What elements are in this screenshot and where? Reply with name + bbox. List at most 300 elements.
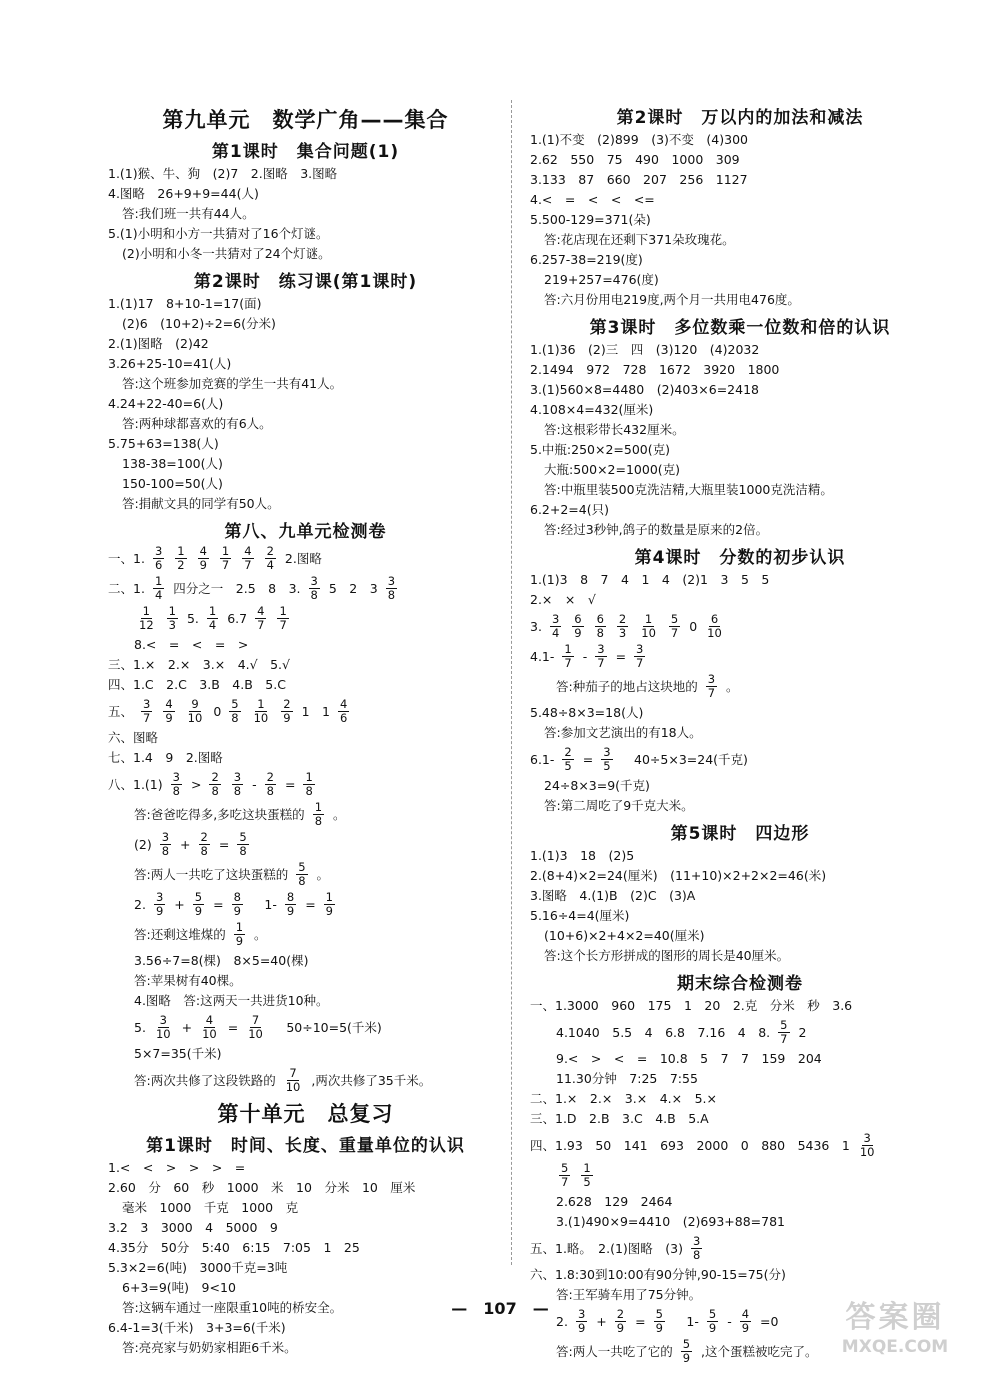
text-run: + [180, 836, 191, 852]
answer-line [530, 1132, 950, 1159]
denominator: 10 [248, 1027, 263, 1041]
denominator: 10 [202, 1027, 217, 1041]
numerator: 3 [707, 672, 716, 686]
answer-line [108, 831, 503, 858]
text-run: 二、1. [108, 580, 145, 596]
numerator: 6 [710, 612, 719, 626]
numerator: 9 [191, 697, 199, 711]
answer-line: 三、1.× 2.× 3.× 4.√ 5.√ [108, 657, 290, 672]
text-run: 四分之一 2.5 8 3. [173, 580, 301, 596]
numerator: 5 [780, 1018, 788, 1032]
answer-line: 答:两种球都喜欢的有6人。 [122, 416, 272, 431]
numerator: 2 [616, 1307, 625, 1321]
numerator: 3 [172, 770, 180, 784]
text-run: = [615, 648, 627, 664]
answer-line: 5×7=35(千米) [134, 1046, 222, 1061]
right-column [530, 100, 950, 1368]
text-run: ,两次共修了35千米。 [311, 1072, 432, 1088]
text-run: (2) [134, 836, 152, 852]
numerator: 1 [142, 604, 150, 618]
answer-line: (10+6)×2+4×2=40(厘米) [544, 928, 705, 943]
fraction [281, 698, 292, 725]
denominator: 12 [139, 618, 154, 632]
fraction [137, 605, 156, 632]
answer-line: 2.628 129 2464 [556, 1194, 673, 1209]
text-run: 5 2 3 [328, 580, 378, 596]
lesson3-multiply-title: 第3课时 多位数乘一位数和倍的认识 [589, 318, 891, 338]
fraction [252, 698, 271, 725]
answer-line: 3.26+25-10=41(人) [108, 356, 232, 371]
text-run: 2.图略 [284, 550, 322, 566]
text-run: 6.7 [227, 610, 248, 626]
answer-line [530, 1235, 950, 1262]
answer-line: 4.< = < < <= [530, 192, 655, 207]
answer-line: 3.(1)490×9=4410 (2)693+88=781 [556, 1214, 785, 1229]
denominator: 10 [285, 1080, 301, 1094]
numerator: 6 [596, 612, 604, 626]
numerator: 1 [644, 612, 653, 626]
answer-line: 一、1.3000 960 175 1 20 2.克 分米 秒 3.6 [530, 998, 853, 1013]
denominator: 5 [583, 1175, 591, 1189]
numerator: 3 [863, 1131, 871, 1145]
answer-line [108, 921, 503, 948]
numerator: 3 [636, 642, 644, 656]
denominator: 9 [325, 904, 333, 918]
fraction [669, 613, 680, 640]
answer-line: 5.500-129=371(朵) [530, 212, 651, 227]
denominator: 3 [168, 618, 176, 632]
fraction [681, 1338, 692, 1365]
answer-line: 6.257-38=219(度) [530, 252, 643, 267]
numerator: 1 [583, 1161, 591, 1175]
answer-line: 6+3=9(吨) 9<10 [122, 1280, 236, 1295]
denominator: 7 [780, 1032, 788, 1046]
answer-line [530, 746, 950, 773]
answer-line: 1.(1)猴、牛、狗 (2)7 2.图略 3.图略 [108, 166, 338, 181]
fraction [562, 643, 573, 670]
denominator: 7 [564, 656, 572, 670]
denominator: 9 [155, 904, 164, 918]
fraction [562, 746, 573, 773]
answer-line [108, 1067, 503, 1094]
numerator: 4 [165, 697, 173, 711]
denominator: 4 [154, 588, 163, 602]
denominator: 9 [574, 626, 582, 640]
answer-line: 三、1.D 2.B 3.C 4.B 5.A [530, 1111, 709, 1126]
text-run: 5. [186, 610, 199, 626]
denominator: 4 [266, 558, 274, 572]
fraction [232, 891, 243, 918]
answer-line: 答:王军骑车用了75分钟。 [556, 1287, 702, 1302]
unit9-lesson1-title: 第1课时 集合问题(1) [211, 142, 400, 162]
final-test-title: 期末综合检测卷 [677, 974, 803, 994]
text-run: 1- [673, 1313, 699, 1329]
answer-line: 5.48÷8×3=18(人) [530, 705, 644, 720]
numerator: 1 [279, 604, 287, 618]
answer-line: 6.4-1=3(千米) 3+3=6(千米) [108, 1320, 286, 1335]
text-run: 。 [726, 678, 739, 694]
fraction [778, 1019, 789, 1046]
answer-line: 答:花店现在还剩下371朵玫瑰花。 [544, 232, 735, 247]
denominator: 9 [708, 1321, 717, 1335]
text-run: 2. [134, 896, 146, 912]
fraction [595, 643, 606, 670]
denominator: 9 [655, 1321, 663, 1335]
denominator: 8 [211, 784, 219, 798]
fraction [550, 613, 561, 640]
answer-line: 2.60 分 60 秒 1000 米 10 分米 10 厘米 [108, 1180, 416, 1195]
unit10-title: 第十单元 总复习 [217, 1102, 394, 1126]
fraction [242, 545, 253, 572]
answer-line: 5.3×2=6(吨) 3000千克=3吨 [108, 1260, 288, 1275]
answer-line [530, 643, 950, 670]
denominator: 7 [221, 558, 230, 572]
fraction [296, 861, 307, 888]
answer-line: 3.133 87 660 207 256 1127 [530, 172, 748, 187]
fraction [220, 545, 231, 572]
denominator: 9 [233, 904, 241, 918]
text-run: = [218, 836, 230, 852]
denominator: 9 [682, 1351, 691, 1365]
numerator: 3 [577, 1307, 586, 1321]
left-column [108, 100, 503, 1358]
answer-line: 4.108×4=432(厘米) [530, 402, 654, 417]
denominator: 7 [561, 1175, 569, 1189]
fraction [313, 801, 324, 828]
numerator: 2 [266, 770, 274, 784]
numerator: 3 [603, 745, 611, 759]
answer-line: 9.< > < = 10.8 5 7 7 159 204 [556, 1051, 822, 1066]
answer-line: 答:亮亮家与奶奶家相距6千米。 [122, 1340, 297, 1355]
column-divider [511, 100, 512, 1265]
fraction [386, 575, 397, 602]
denominator: 7 [143, 711, 151, 725]
fraction [175, 545, 186, 572]
answer-line: 答:参加文艺演出的有18人。 [544, 725, 702, 740]
answer-line: 6.2+2=4(只) [530, 502, 609, 517]
numerator: 7 [289, 1066, 297, 1080]
fraction [154, 1014, 173, 1041]
numerator: 5 [194, 890, 203, 904]
numerator: 5 [655, 1307, 663, 1321]
text-run: 1- [251, 896, 277, 912]
text-run: 50÷10=5(千米) [273, 1019, 382, 1035]
denominator: 8 [298, 874, 306, 888]
text-run: = [213, 896, 224, 912]
denominator: 7 [670, 626, 679, 640]
text-run: 答:爸爸吃得多,多吃这块蛋糕的 [134, 806, 305, 822]
numerator: 1 [221, 544, 230, 558]
text-run: 五、 [108, 703, 134, 719]
denominator: 7 [636, 656, 644, 670]
text-run: - [582, 648, 588, 664]
denominator: 10 [707, 626, 722, 640]
answer-line: 答:苹果树有40棵。 [134, 973, 242, 988]
fraction [265, 771, 276, 798]
answer-line: 150-100=50(人) [122, 476, 223, 491]
denominator: 9 [286, 904, 295, 918]
denominator: 9 [194, 904, 203, 918]
fraction [160, 831, 171, 858]
answer-line: 答:经过3秒钟,鸽子的数量是原来的2倍。 [544, 522, 769, 537]
answer-line: 5.(1)小明和小方一共猜对了16个灯谜。 [108, 226, 329, 241]
denominator: 8 [172, 784, 180, 798]
denominator: 8 [693, 1248, 701, 1262]
denominator: 10 [859, 1145, 875, 1159]
denominator: 4 [551, 626, 560, 640]
answer-line: 答:捐献文具的同学有50人。 [122, 496, 280, 511]
fraction [303, 771, 314, 798]
answer-line: 4.24+22-40=6(人) [108, 396, 224, 411]
denominator: 6 [339, 711, 348, 725]
answer-line: 答:六月份用电219度,两个月一共用电476度。 [544, 292, 800, 307]
answer-line [530, 613, 950, 640]
answer-line: 2.× × √ [530, 592, 596, 607]
fraction [338, 698, 349, 725]
answer-line: 5.75+63=138(人) [108, 436, 219, 451]
text-run: 答:两人一共吃了这块蛋糕的 [134, 866, 289, 882]
text-run: 4.1040 5.5 4 6.8 7.16 4 8. [556, 1024, 771, 1040]
numerator: 5 [708, 1307, 717, 1321]
text-run: > [190, 776, 202, 792]
denominator: 5 [603, 759, 611, 773]
answer-line: 二、1.× 2.× 3.× 4.× 5.× [530, 1091, 717, 1106]
answer-line: 答:这根彩带长432厘米。 [544, 422, 685, 437]
numerator: 5 [682, 1337, 691, 1351]
answer-line: 答:中瓶里装500克洗洁精,大瓶里装1000克洗洁精。 [544, 482, 833, 497]
answer-line [530, 1019, 950, 1046]
answer-line: 1.(1)36 (2)三 四 (3)120 (4)2032 [530, 342, 760, 357]
text-run: 1 1 [301, 703, 330, 719]
fraction [324, 891, 335, 918]
fraction [198, 545, 209, 572]
fraction [706, 673, 717, 700]
answer-line: 3.56÷7=8(棵) 8×5=40(棵) [134, 953, 309, 968]
numerator: 6 [574, 612, 582, 626]
denominator: 8 [314, 814, 323, 828]
fraction [200, 1014, 219, 1041]
answer-line: 1.(1)17 8+10-1=17(面) [108, 296, 262, 311]
numerator: 1 [305, 770, 313, 784]
text-run: 6.1- [530, 751, 555, 767]
denominator: 9 [165, 711, 173, 725]
denominator: 8 [266, 784, 274, 798]
page-number: — 107 — [451, 1299, 549, 1318]
fraction [141, 698, 152, 725]
watermark-logo [806, 1300, 984, 1366]
numerator: 4 [244, 544, 252, 558]
numerator: 3 [551, 612, 560, 626]
answer-line: 2.62 550 75 490 1000 309 [530, 152, 740, 167]
answer-line: 四、1.C 2.C 3.B 4.B 5.C [108, 677, 286, 692]
text-run: 2. [556, 1313, 568, 1329]
numerator: 3 [310, 574, 318, 588]
numerator: 2 [618, 612, 627, 626]
answer-line: 七、1.4 9 2.图略 [108, 750, 223, 765]
numerator: 5 [239, 830, 247, 844]
lesson4-fractions-title: 第4课时 分数的初步认识 [634, 548, 846, 568]
text-run: - [727, 1313, 732, 1329]
text-run: + [596, 1313, 607, 1329]
numerator: 3 [143, 697, 151, 711]
text-run: 四、1.93 50 141 693 2000 0 880 5436 1 [530, 1137, 850, 1153]
fraction [255, 605, 266, 632]
answer-line [108, 575, 503, 602]
denominator: 5 [564, 759, 572, 773]
text-run: 答:还剩这堆煤的 [134, 926, 226, 942]
answer-line: 1.(1)3 8 7 4 1 4 (2)1 3 5 5 [530, 572, 770, 587]
watermark-url: MXQE.COM [841, 1337, 949, 1357]
denominator: 9 [283, 711, 291, 725]
denominator: 10 [187, 711, 203, 725]
denominator: 8 [387, 588, 396, 602]
fraction [617, 613, 628, 640]
denominator: 8 [233, 784, 242, 798]
numerator: 3 [155, 890, 164, 904]
lesson5-quadrilateral-title: 第5课时 四边形 [670, 824, 810, 844]
fraction [265, 545, 276, 572]
numerator: 3 [159, 1013, 167, 1027]
answer-line: 答:这个长方形拼成的图形的周长是40厘米。 [544, 948, 790, 963]
text-run: 。 [316, 866, 330, 882]
fraction [163, 698, 174, 725]
numerator: 5 [231, 697, 239, 711]
answer-line [108, 1014, 503, 1041]
answer-line: 11.30分钟 7:25 7:55 [556, 1071, 698, 1086]
text-run: 4.1- [530, 648, 555, 664]
answer-line: 4.35分 50分 5:40 6:15 7:05 1 25 [108, 1240, 360, 1255]
denominator: 7 [279, 618, 287, 632]
text-run: 3. [530, 618, 542, 634]
numerator: 8 [286, 890, 295, 904]
denominator: 9 [199, 558, 207, 572]
fraction [277, 605, 288, 632]
answer-line [530, 673, 950, 700]
answer-line: 3.(1)560×8=4480 (2)403×6=2418 [530, 382, 759, 397]
fraction [153, 575, 164, 602]
denominator: 8 [200, 844, 208, 858]
text-run: 0 [213, 703, 222, 719]
denominator: 8 [310, 588, 318, 602]
answer-line: 2.(8+4)×2=24(厘米) (11+10)×2+2×2=46(米) [530, 868, 827, 883]
answer-line [530, 1162, 950, 1189]
answer-line: 答:我们班一共有44人。 [122, 206, 255, 221]
text-run: 0 [689, 618, 698, 634]
denominator: 7 [707, 686, 716, 700]
text-run: 。 [254, 926, 267, 942]
fraction [581, 1162, 592, 1189]
numerator: 7 [251, 1013, 260, 1027]
fraction [559, 1162, 570, 1189]
fraction [209, 771, 220, 798]
numerator: 1 [168, 604, 176, 618]
answer-line [108, 801, 503, 828]
numerator: 1 [208, 604, 217, 618]
text-run: = [284, 776, 296, 792]
numerator: 4 [199, 544, 207, 558]
text-run: - [252, 776, 257, 792]
numerator: 4 [205, 1013, 214, 1027]
fraction [634, 643, 645, 670]
unit10-lesson1-title: 第1课时 时间、长度、重量单位的认识 [146, 1136, 465, 1156]
fraction [595, 613, 606, 640]
answer-line: 24÷8×3=9(千克) [544, 778, 650, 793]
denominator: 9 [235, 934, 244, 948]
answer-line [108, 545, 503, 572]
numerator: 1 [314, 800, 323, 814]
answer-line: 2.(1)图略 (2)42 [108, 336, 209, 351]
text-run: = [582, 751, 594, 767]
answer-line: (2)6 (10+2)÷2=6(分米) [122, 316, 276, 331]
numerator: 1 [564, 642, 572, 656]
numerator: 4 [257, 604, 265, 618]
text-run: + [174, 896, 185, 912]
denominator: 9 [577, 1321, 586, 1335]
denominator: 6 [154, 558, 163, 572]
numerator: 2 [283, 697, 291, 711]
numerator: 2 [564, 745, 572, 759]
answer-line: 5.中瓶:250×2=500(克) [530, 442, 671, 457]
fraction [572, 613, 583, 640]
answer-line: 毫米 1000 千克 1000 克 [122, 1200, 299, 1215]
fraction [193, 891, 204, 918]
numerator: 3 [233, 770, 242, 784]
denominator: 8 [161, 844, 170, 858]
fraction [705, 613, 724, 640]
numerator: 5 [298, 860, 306, 874]
answer-line [108, 605, 503, 632]
text-run: 2 [798, 1024, 807, 1040]
numerator: 5 [561, 1161, 569, 1175]
text-run: 一、1. [108, 550, 145, 566]
answer-line: 大瓶:500×2=1000(克) [544, 462, 681, 477]
fraction [285, 891, 296, 918]
fraction [154, 891, 165, 918]
numerator: 2 [200, 830, 208, 844]
denominator: 7 [244, 558, 252, 572]
text-run: 5. [134, 1019, 146, 1035]
numerator: 3 [597, 642, 605, 656]
denominator: 4 [208, 618, 217, 632]
numerator: 1 [235, 920, 244, 934]
answer-line: 5.16÷4=4(厘米) [530, 908, 630, 923]
answer-line: 2.1494 972 728 1672 3920 1800 [530, 362, 780, 377]
text-run: = [635, 1313, 646, 1329]
answer-line [108, 861, 503, 888]
answer-line: 4.图略 答:这两天一共进货10种。 [134, 993, 329, 1008]
denominator: 8 [596, 626, 604, 640]
answer-line: 8.< = < = > [134, 637, 249, 652]
fraction [309, 575, 320, 602]
answer-line: 4.图略 26+9+9=44(人) [108, 186, 259, 201]
lesson2-addition-title: 第2课时 万以内的加法和减法 [616, 108, 864, 128]
fraction [601, 746, 612, 773]
denominator: 10 [155, 1027, 171, 1041]
text-run: ,这个蛋糕被吃完了。 [701, 1343, 818, 1359]
denominator: 8 [231, 711, 239, 725]
numerator: 4 [339, 697, 348, 711]
fraction [153, 545, 164, 572]
denominator: 7 [597, 656, 605, 670]
denominator: 10 [253, 711, 269, 725]
fraction [691, 1235, 702, 1262]
text-run: 八、1.(1) [108, 776, 163, 792]
answer-line: 3.2 3 3000 4 5000 9 [108, 1220, 278, 1235]
fraction [246, 1014, 265, 1041]
numerator: 4 [741, 1307, 750, 1321]
answer-line [108, 891, 503, 918]
text-run: = [305, 896, 316, 912]
